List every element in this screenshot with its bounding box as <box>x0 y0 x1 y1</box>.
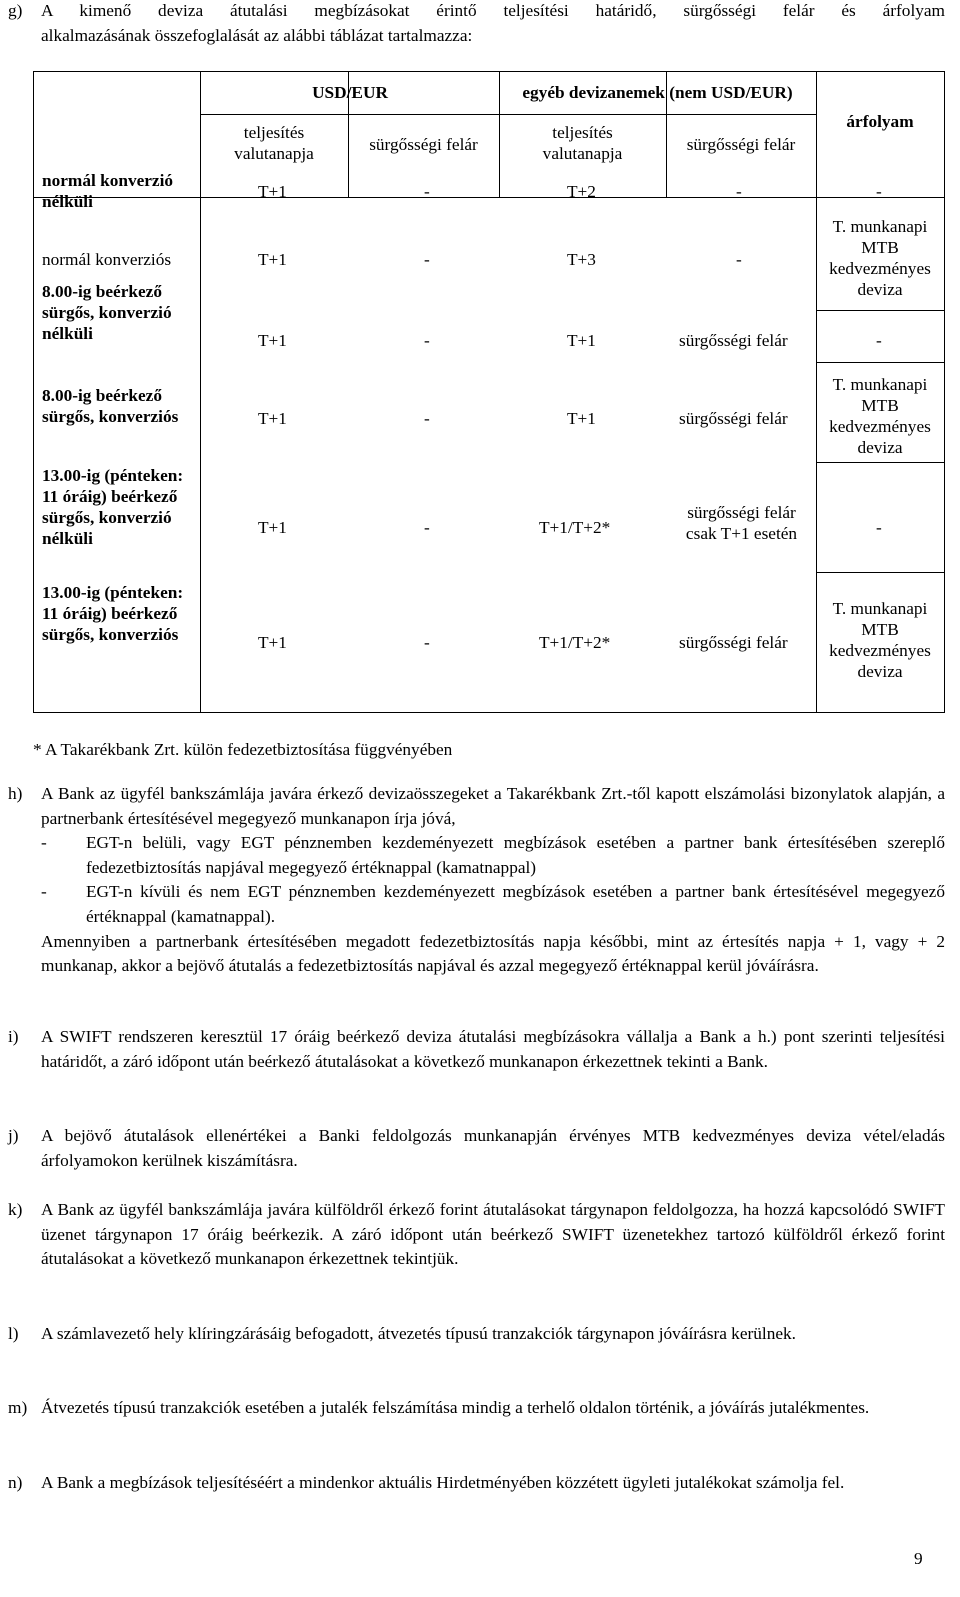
table-hline <box>816 572 944 573</box>
cell-usd-value: T+1 <box>258 250 287 269</box>
cell-usd-fee: - <box>424 331 430 350</box>
row-label: 13.00-ig (pénteken: 11 óráig) beérkező sürgős, konverziós <box>42 583 184 644</box>
cell-usd-fee: - <box>424 518 430 537</box>
cell-usd-value: T+1 <box>258 518 287 537</box>
section-n-text: A Bank a megbízások teljesítéséért a mindenkor aktuális Hirdetményében közzétett ügyleti jutalékokat számolja fel. <box>41 1473 845 1492</box>
cell-other-value: T+3 <box>567 250 596 269</box>
cell-usd-value: T+1 <box>258 182 287 201</box>
row-label: normál konverzió nélküli <box>42 171 174 211</box>
cell-usd-fee: - <box>424 182 430 201</box>
header-teljesites-other: teljesítés valutanapja <box>542 123 623 163</box>
section-i-label: i) <box>8 1027 19 1046</box>
cell-usd-fee: - <box>424 409 430 428</box>
section-j-label: j) <box>8 1126 19 1145</box>
cell-other-fee: sürgősségi felár <box>679 331 788 350</box>
header-surgossegi-usd: sürgősségi felár <box>369 135 478 154</box>
section-i-text: A SWIFT rendszeren keresztül 17 óráig beérkező deviza átutalási megbízásokra vállalja a Bank a h.) pont szerinti teljesítési határidőt, a záró időpont után beérkező átutalásokat a következő munkanapon érkezettnek tekinti a Bank. <box>41 1027 945 1071</box>
section-h-bullet: - EGT-n belüli, vagy EGT pénznemben kezdeményezett megbízások esetében a partner bank értesítésében szereplő fedezetbiztosítás napjával megegyező értéknappal (kamatnappal) <box>41 833 945 877</box>
cell-other-value: T+1/T+2* <box>539 633 611 652</box>
section-h-label: h) <box>8 784 23 803</box>
section-g-label: g) <box>8 1 23 20</box>
cell-other-value: T+1 <box>567 331 596 350</box>
header-surgossegi-other: sürgősségi felár <box>686 135 796 154</box>
row-label: 8.00-ig beérkező sürgős, konverzió nélküli <box>42 282 172 343</box>
cell-other-value: T+2 <box>567 182 596 201</box>
cell-rate: - <box>876 182 882 201</box>
cell-rate: - <box>876 331 882 350</box>
settlement-table <box>33 71 945 713</box>
row-label: normál konverziós <box>42 250 172 269</box>
cell-other-fee: sürgősségi felár <box>679 409 788 428</box>
section-h-bullet: - EGT-n kívüli és nem EGT pénznemben kezdeményezett megbízások esetében a partner bank értesítésével megegyező értéknappal (kamatnappal). <box>41 882 945 926</box>
cell-usd-value: T+1 <box>258 409 287 428</box>
cell-rate: T. munkanapi MTB kedvezményes deviza <box>829 599 931 681</box>
table-hline <box>816 462 944 463</box>
section-n-label: n) <box>8 1473 23 1492</box>
cell-usd-value: T+1 <box>258 633 287 652</box>
table-hline <box>200 114 816 115</box>
row-label: 8.00-ig beérkező sürgős, konverziós <box>42 386 179 426</box>
cell-other-fee: - <box>736 182 742 201</box>
header-other-currencies: egyéb devizanemek (nem USD/EUR) <box>522 83 793 102</box>
cell-usd-value: T+1 <box>258 331 287 350</box>
table-vline <box>816 72 817 712</box>
cell-usd-fee: - <box>424 250 430 269</box>
table-footnote: * A Takarékbank Zrt. külön fedezetbiztosítása függvényében <box>33 740 453 759</box>
section-k-text: A Bank az ügyfél bankszámlája javára külföldről érkező forint átutalásokat tárgynapon feldolgozza, ha hozzá kapcsolódó SWIFT üzenet tárgynapon 17 óráig beérkezik. A záró időpont után beérkező SWIFT üzenetekhez tartozó külföldről érkező forint átutalásokat a következő munkanapon érkezettnek tekintjük. <box>41 1200 945 1269</box>
table-hline <box>816 362 944 363</box>
header-arfolyam: árfolyam <box>846 112 914 131</box>
page-number: 9 <box>914 1549 923 1568</box>
cell-rate: - <box>876 518 882 537</box>
cell-rate: T. munkanapi MTB kedvezményes deviza <box>829 375 931 457</box>
cell-other-fee: sürgősségi felár csak T+1 esetén <box>685 503 798 543</box>
section-l-text: A számlavezető hely klíringzárásáig befogadott, átvezetés típusú tranzakciók tárgynapon jóváírásra kerülnek. <box>41 1324 796 1343</box>
row-label: 13.00-ig (pénteken: 11 óráig) beérkező sürgős, konverzió nélküli <box>42 466 184 548</box>
section-g-line2: alkalmazásának összefoglalását az alábbi táblázat tartalmazza: <box>41 25 473 45</box>
section-g-line1: A kimenő deviza átutalási megbízásokat érintő teljesítési határidő, sürgősségi felár és árfolyam <box>41 1 945 20</box>
cell-usd-fee: - <box>424 633 430 652</box>
section-j-text: A bejövő átutalások ellenértékei a Banki feldolgozás munkanapján érvényes MTB kedvezményes deviza vétel/eladás árfolyamokon kerülnek kiszámításra. <box>41 1126 945 1170</box>
section-m-label: m) <box>8 1398 28 1417</box>
cell-other-value: T+1/T+2* <box>539 518 611 537</box>
header-usd-eur: USD/EUR <box>312 83 388 102</box>
cell-rate: T. munkanapi MTB kedvezményes deviza <box>829 217 931 299</box>
section-h-text2: Amennyiben a partnerbank értesítésében megadott fedezetbiztosítás napja későbbi, mint az értesítés napja + 1, vagy + 2 munkanap, akkor a bejövő átutalás a fedezetbiztosítás napjával és azzal megegyező értéknappal kerül jóváírásra. <box>41 931 945 976</box>
header-teljesites-usd: teljesítés valutanapja <box>234 123 314 163</box>
cell-other-fee: sürgősségi felár <box>679 633 788 652</box>
cell-other-value: T+1 <box>567 409 596 428</box>
table-hline <box>816 310 944 311</box>
cell-other-fee: - <box>736 250 742 269</box>
section-l-label: l) <box>8 1324 19 1343</box>
section-k-label: k) <box>8 1200 23 1219</box>
section-h-text: A Bank az ügyfél bankszámlája javára érkező devizaösszegeket a Takarékbank Zrt.-től kapott elszámolási bizonylatok alapján, a partnerbank értesítésével megegyező munkanapon írja jóvá, <box>41 784 945 828</box>
section-m-text: Átvezetés típusú tranzakciók esetében a jutalék felszámítása mindig a terhelő oldalon történik, a jóváírás jutalékmentes. <box>41 1398 870 1417</box>
